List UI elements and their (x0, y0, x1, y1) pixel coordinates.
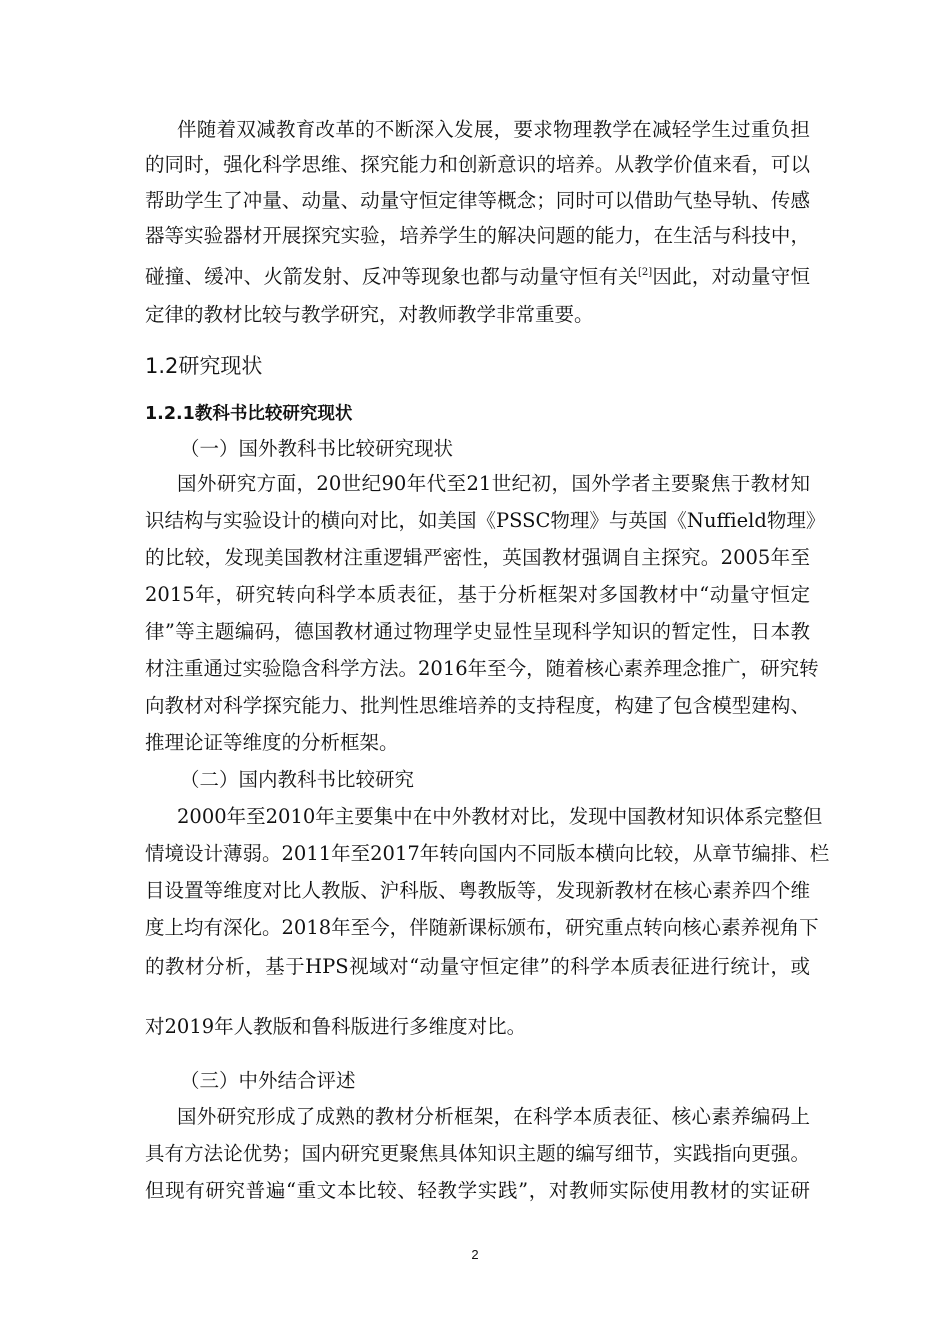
intro-line-3: 帮助学生了冲量、动量、动量守恒定律等概念；同时可以借助气垫导轨、传感 (145, 189, 810, 212)
section-heading-1-2: 1.2研究现状 (145, 354, 263, 378)
part3-line-3: 但现有研究普遍“重文本比较、轻教学实践”，对教师实际使用教材的实证研 (145, 1179, 810, 1202)
intro-line-4: 器等实验器材开展探究实验，培养学生的解决问题的能力，在生活与科技中， (145, 224, 810, 247)
part2-line-2: 情境设计薄弱。2011年至2017年转向国内不同版本横向比较，从章节编排、栏 (145, 842, 830, 865)
subsection-heading-1-2-1: 1.2.1教科书比较研究现状 (145, 404, 353, 424)
intro-line-1: 伴随着双减教育改革的不断深入发展，要求物理教学在减轻学生过重负担 (177, 118, 810, 141)
intro-line-5 (145, 264, 810, 290)
part3-line-1: 国外研究形成了成熟的教材分析框架，在科学本质表征、核心素养编码上 (177, 1105, 810, 1128)
intro-line-5-tail: 因此，对动量守恒 (652, 265, 810, 288)
part2-line-4: 度上均有深化。2018年至今，伴随新课标颁布，研究重点转向核心素养视角下 (145, 916, 819, 939)
part2-heading: （二）国内教科书比较研究 (180, 768, 415, 791)
part3-line-2: 具有方法论优势；国内研究更聚焦具体知识主题的编写细节，实践指向更强。 (145, 1142, 810, 1165)
part2-line-6: 对2019年人教版和鲁科版进行多维度对比。 (145, 1015, 527, 1038)
intro-line-5-text: 碰撞、缓冲、火箭发射、反冲等现象也都与动量守恒有关 (145, 265, 639, 288)
part1-line-2: 识结构与实验设计的横向对比，如美国《PSSC物理》与英国《Nuffield物理》 (145, 509, 826, 532)
part2-line-3: 目设置等维度对比人教版、沪科版、粤教版等，发现新教材在核心素养四个维 (145, 879, 810, 902)
part1-line-7: 向教材对科学探究能力、批判性思维培养的支持程度，构建了包含模型建构、 (145, 694, 810, 717)
part1-line-1: 国外研究方面，20世纪90年代至21世纪初，国外学者主要聚焦于教材知 (177, 472, 810, 495)
intro-line-6: 定律的教材比较与教学研究，对教师教学非常重要。 (145, 303, 594, 326)
intro-line-2: 的同时，强化科学思维、探究能力和创新意识的培养。从教学价值来看，可以 (145, 153, 810, 176)
part2-line-5: 的教材分析，基于HPS视域对“动量守恒定律”的科学本质表征进行统计，或 (145, 955, 810, 978)
citation-marker: [2] (638, 267, 653, 278)
part1-line-5: 律”等主题编码，德国教材通过物理学史显性呈现科学知识的暂定性，日本教 (145, 620, 810, 643)
part1-line-8: 推理论证等维度的分析框架。 (145, 731, 399, 754)
part1-line-6: 材注重通过实验隐含科学方法。2016年至今，随着核心素养理念推广，研究转 (145, 657, 819, 680)
part1-line-3: 的比较，发现美国教材注重逻辑严密性，英国教材强调自主探究。2005年至 (145, 546, 810, 569)
part1-heading: （一）国外教科书比较研究现状 (180, 437, 454, 460)
part1-line-4: 2015年，研究转向科学本质表征，基于分析框架对多国教材中“动量守恒定 (145, 583, 810, 606)
part2-line-1: 2000年至2010年主要集中在中外教材对比，发现中国教材知识体系完整但 (177, 805, 823, 828)
page-number: 2 (471, 1247, 479, 1262)
part3-heading: （三）中外结合评述 (180, 1069, 356, 1092)
